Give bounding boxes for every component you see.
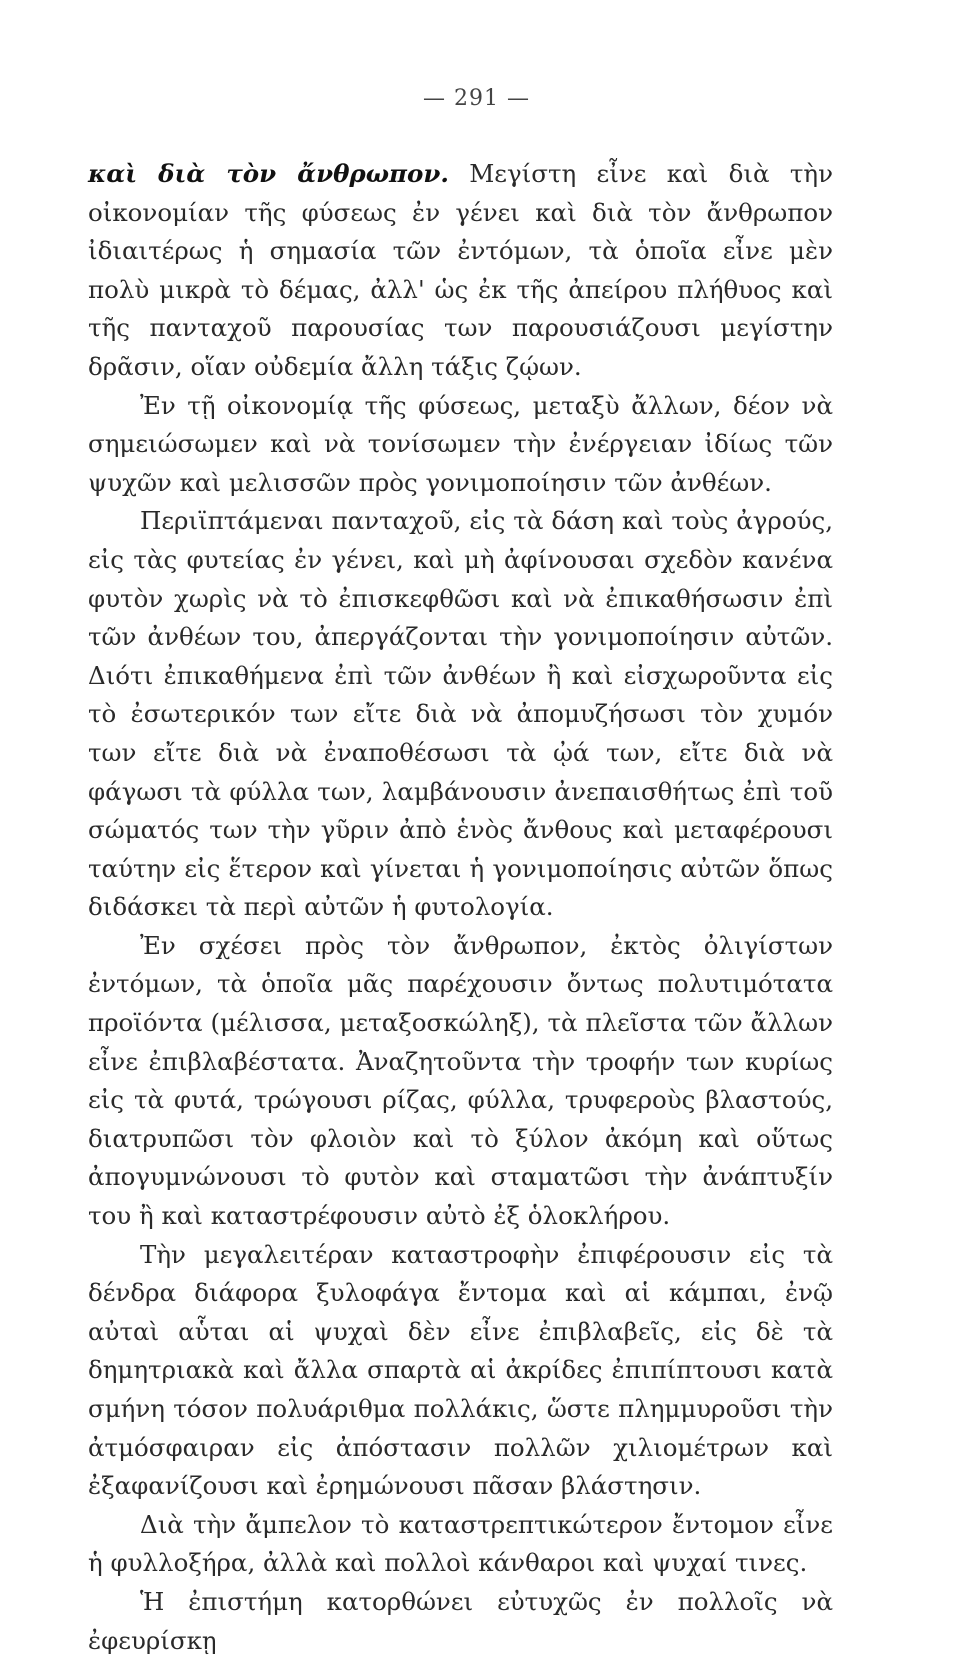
paragraph-2: Ἐν τῇ οἰκονομίᾳ τῆς φύσεως, μεταξὺ ἄλλων, δέον νὰ σημειώσωμεν καὶ νὰ τονίσωμεν τὴν ἐνέργειαν ἰδίως τῶν ψυχῶν καὶ μελισσῶν πρὸς γονιμοποίησιν τῶν ἀνθέων. — [88, 390, 833, 497]
paragraph-1 — [88, 155, 833, 387]
page-number: — 291 — — [423, 86, 530, 111]
paragraph-3: Περιϊπτάμεναι πανταχοῦ, εἰς τὰ δάση καὶ τοὺς ἀγρούς, εἰς τὰς φυτείας ἐν γένει, καὶ μὴ ἀφίνουσαι σχεδὸν κανένα φυτὸν χωρὶς νὰ τὸ ἐπισκεφθῶσι καὶ νὰ ἐπικαθήσωσιν ἐπὶ τῶν ἀνθέων του, ἀπεργάζονται τὴν γονιμοποίησιν αὐτῶν. Διότι ἐπικαθήμενα ἐπὶ τῶν ἀνθέων ἢ καὶ εἰσχωροῦντα εἰς τὸ ἐσωτερικόν των εἴτε διὰ νὰ ἀπομυζήσωσι τὸν χυμόν των εἴτε διὰ νὰ ἐναποθέσωσι τὰ ᾠά των, εἴτε διὰ νὰ φάγωσι τὰ φύλλα των, λαμβάνουσιν ἀνεπαισθήτως ἐπὶ τοῦ σώματός των τὴν γῦριν ἀπὸ ἑνὸς ἄνθους καὶ μεταφέρουσι ταύτην εἰς ἕτερον καὶ γίνεται ἡ γονιμοποίησις αὐτῶν ὅπως διδάσκει τὰ περὶ αὐτῶν ἡ φυτολογία. — [88, 506, 833, 922]
paragraph-text: Μεγίστη εἶνε καὶ διὰ τὴν οἰκονομίαν τῆς φύσεως ἐν γένει καὶ διὰ τὸν ἄνθρωπον ἰδιαιτέρως ἡ σημασία τῶν ἐντόμων, τὰ ὁποῖα εἶνε μὲν πολὺ μικρὰ τὸ δέμας, ἀλλ' ὡς ἐκ τῆς ἀπείρου πλήθυος καὶ τῆς πανταχοῦ παρουσίας των παρουσιάζουσι μεγίστην δρᾶσιν, οἵαν οὐδεμία ἄλλη τάξις ζῴων. — [88, 159, 833, 381]
emphasized-phrase: καὶ διὰ τὸν ἄνθρωπον. — [88, 159, 449, 188]
paragraph-7: Ἡ ἐπιστήμη κατορθώνει εὐτυχῶς ἐν πολλοῖς νὰ ἐφευρίσκῃ — [88, 1586, 833, 1655]
paragraph-5: Τὴν μεγαλειτέραν καταστροφὴν ἐπιφέρουσιν εἰς τὰ δένδρα διάφορα ξυλοφάγα ἔντομα καὶ αἱ κάμπαι, ἐνῷ αὐταὶ αὗται αἱ ψυχαὶ δὲν εἶνε ἐπιβλαβεῖς, εἰς δὲ τὰ δημητριακὰ καὶ ἄλλα σπαρτὰ αἱ ἀκρίδες ἐπιπίπτουσι κατὰ σμήνη τόσον πολυάριθμα πολλάκις, ὥστε πλημμυροῦσι τὴν ἀτμόσφαιραν εἰς ἀπόστασιν πολλῶν χιλιομέτρων καὶ ἐξαφανίζουσι καὶ ἐρημώνουσι πᾶσαν βλάστησιν. — [88, 1239, 833, 1501]
body-text — [88, 155, 833, 1660]
paragraph-6: Διὰ τὴν ἄμπελον τὸ καταστρεπτικώτερον ἔντομον εἶνε ἡ φυλλοξήρα, ἀλλὰ καὶ πολλοὶ κάνθαροι καὶ ψυχαί τινες. — [88, 1509, 833, 1578]
paragraph-4: Ἐν σχέσει πρὸς τὸν ἄνθρωπον, ἐκτὸς ὀλιγίστων ἐντόμων, τὰ ὁποῖα μᾶς παρέχουσιν ὄντως πολυτιμότατα προϊόντα (μέλισσα, μεταξοσκώληξ), τὰ πλεῖστα τῶν ἄλλων εἶνε ἐπιβλαβέστατα. Ἀναζητοῦντα τὴν τροφήν των κυρίως εἰς τὰ φυτά, τρώγουσι ρίζας, φύλλα, τρυφεροὺς βλαστούς, διατρυπῶσι τὸν φλοιὸν καὶ τὸ ξύλον ἀκόμη καὶ οὕτως ἀπογυμνώνουσι τὸ φυτὸν καὶ σταματῶσι τὴν ἀνάπτυξίν του ἢ καὶ καταστρέφουσιν αὐτὸ ἐξ ὁλοκλήρου. — [88, 930, 833, 1231]
